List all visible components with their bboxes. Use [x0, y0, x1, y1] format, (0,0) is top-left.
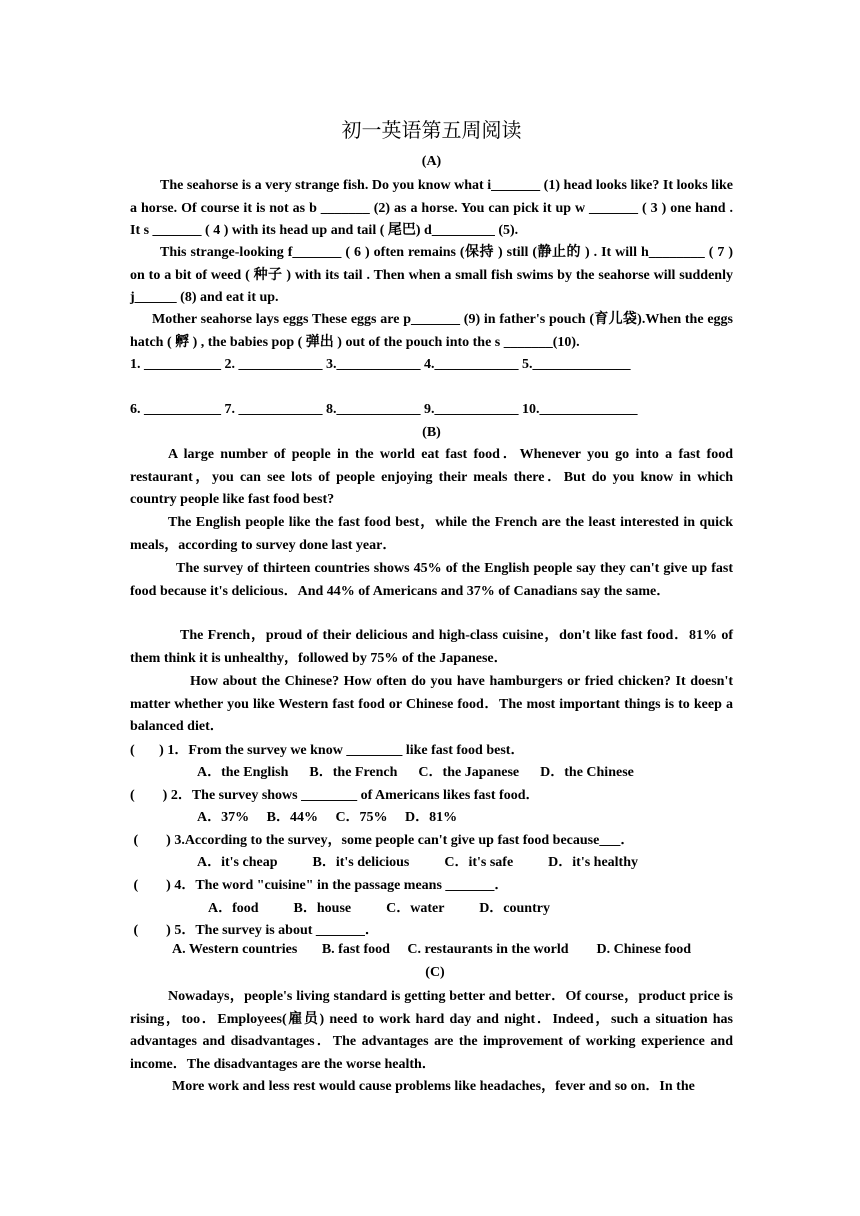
section-a-heading: (A): [421, 154, 442, 169]
section-b-paragraph-2: The English people like the fast food best，while the French are the least interested in quick meals，according to survey done last year．: [130, 515, 733, 553]
section-c-paragraph-1: Nowadays，people's living standard is getting better and better．Of course，product price is rising，too．Employees(雇员) need to work hard day and night．Indeed，such a situation has advantages and disadvantages．The advantages are the improvement of working experience and income．The disadvantages are the worse health．: [130, 989, 733, 1072]
page-title: 初一英语第五周阅读: [341, 118, 522, 142]
section-a-paragraph-3: Mother seahorse lays eggs These eggs are p_______ (9) in father's pouch (育儿袋).When the eggs hatch ( 孵 ) , the babies pop ( 弹出 ) out of the pouch into the s _______(10).: [130, 312, 733, 350]
question-4-options: A．food B．house C．water D．country: [208, 901, 550, 916]
question-2-options: A．37% B．44% C．75% D．81%: [197, 810, 458, 825]
section-b-heading: (B): [422, 425, 441, 440]
question-1-options: A．the English B．the French C．the Japanese D．the Chinese: [197, 765, 634, 780]
section-a-paragraph-2: This strange-looking f_______ ( 6 ) often remains (保持 ) still (静止的 ) . It will h________ ( 7 ) on to a bit of weed ( 种子 ) with its tail . Then when a small fish swims by the seahorse will suddenly j______ (8) and eat it up.: [130, 245, 733, 306]
question-4-stem: ( ) 4．The word "cuisine" in the passage means _______．: [130, 878, 509, 893]
section-c-paragraph-2: More work and less rest would cause problems like headaches，fever and so on．In the: [172, 1079, 695, 1094]
section-b-paragraph-4: The French，proud of their delicious and high-class cuisine，don't like fast food．81% of them think it is unhealthy，followed by 75% of the Japanese．: [130, 628, 733, 666]
question-1-stem: ( ) 1．From the survey we know ________ like fast food best．: [130, 743, 525, 758]
answer-blanks-row-2: 6. ___________ 7. ____________ 8.____________ 9.____________ 10.______________: [130, 402, 638, 417]
question-3-stem: ( ) 3.According to the survey，some people can't give up fast food because___．: [130, 833, 635, 848]
section-b-paragraph-3: The survey of thirteen countries shows 45% of the English people say they can't give up fast food because it's delicious．And 44% of Americans and 37% of Canadians say the same．: [130, 561, 733, 599]
question-5-options: A. Western countries B. fast food C. restaurants in the world D. Chinese food: [172, 942, 692, 957]
section-c-heading: (C): [425, 965, 445, 980]
answer-blanks-row-1: 1. ___________ 2. ____________ 3.____________ 4.____________ 5.______________: [130, 357, 631, 372]
question-3-options: A．it's cheap B．it's delicious C．it's safe D．it's healthy: [197, 855, 639, 870]
question-5-stem: ( ) 5．The survey is about _______．: [130, 923, 379, 938]
section-b-paragraph-1: A large number of people in the world eat fast food．Whenever you go into a fast food restaurant，you can see lots of people enjoying their meals there．But do you know in which country people like fast food best?: [130, 447, 733, 508]
question-2-stem: ( ) 2．The survey shows ________ of Americans likes fast food．: [130, 788, 540, 803]
section-b-paragraph-5: How about the Chinese? How often do you have hamburgers or fried chicken? It doesn't matter whether you like Western fast food or Chinese food．The most important things is to keep a balanced diet．: [130, 674, 733, 735]
section-a-paragraph-1: The seahorse is a very strange fish. Do you know what i_______ (1) head looks like? It looks like a horse. Of course it is not as b _______ (2) as a horse. You can pick it up w _______ ( 3 ) one hand . It s _______ ( 4 ) with its head up and tail ( 尾巴) d_________ (5).: [130, 178, 733, 239]
